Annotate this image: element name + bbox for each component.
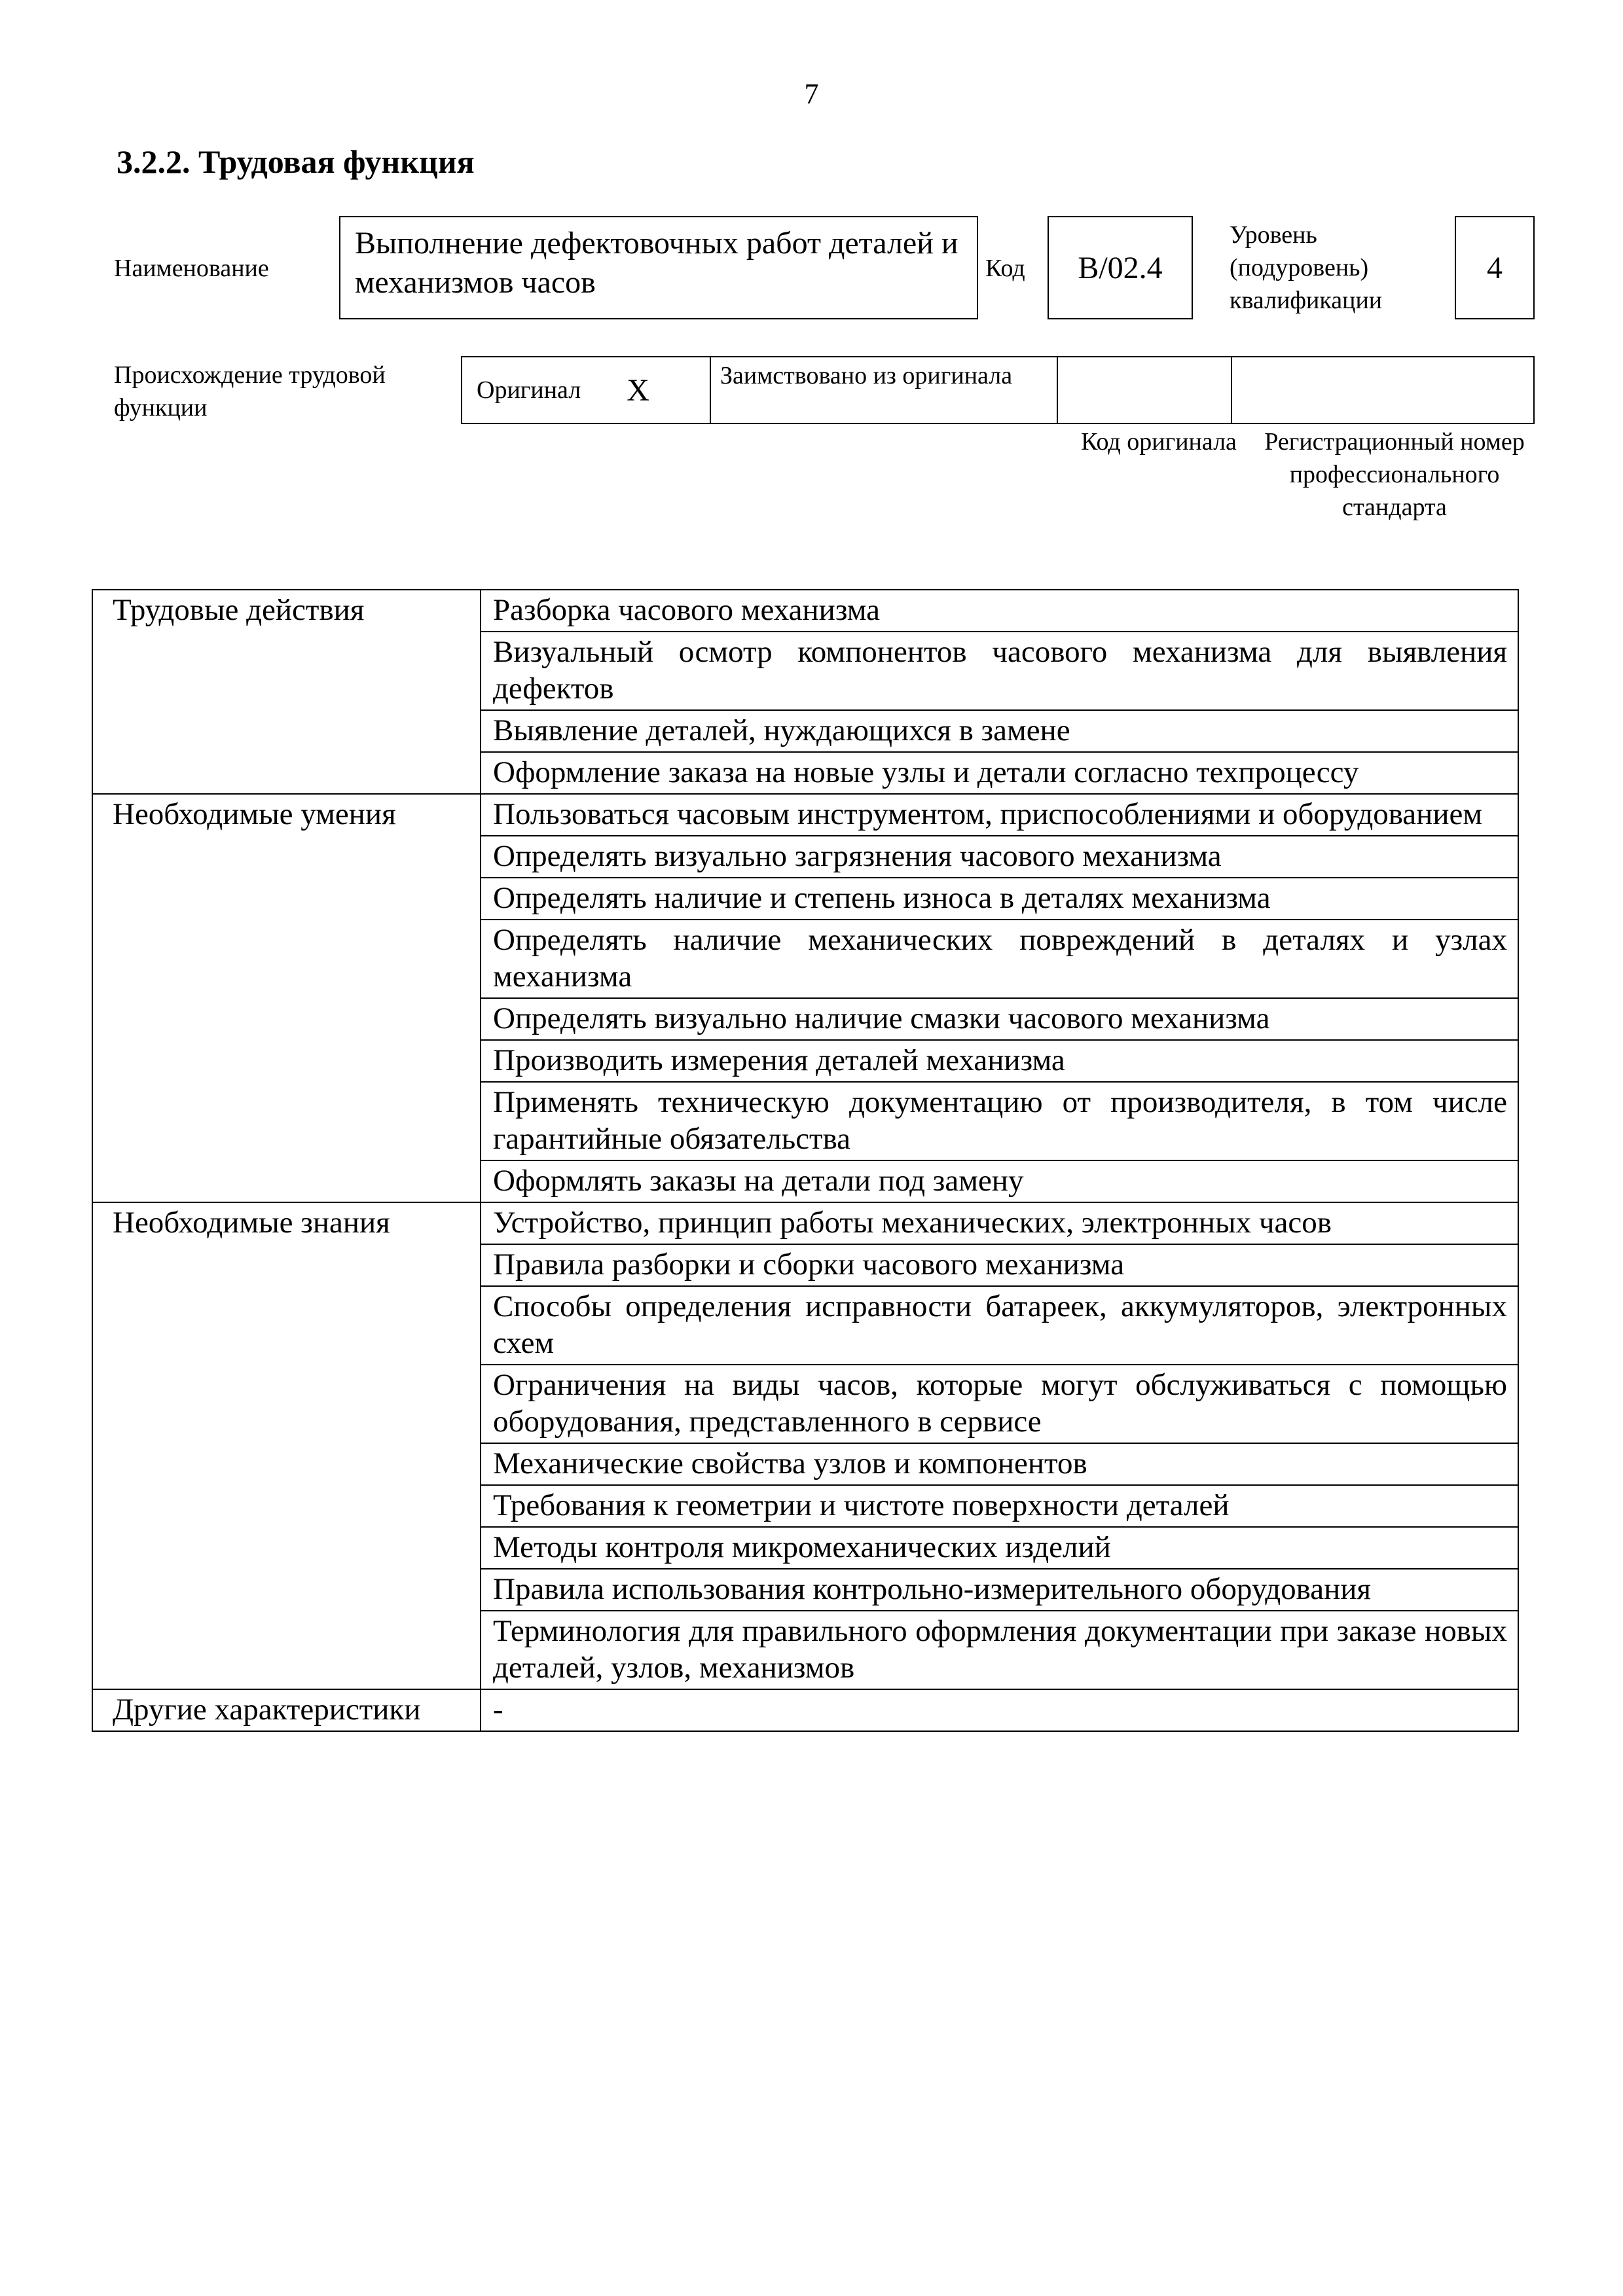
origin-original-cell [462,357,711,423]
category-cell: Необходимые знания [92,1202,481,1689]
item-cell: Применять техническую документацию от производителя, в том числе гарантийные обязательства [481,1082,1518,1160]
item-cell: Требования к геометрии и чистоте поверхности деталей [481,1485,1518,1527]
category-cell: Необходимые умения [92,794,481,1202]
item-cell: Оформлять заказы на детали под замену [481,1160,1518,1202]
item-cell: Правила использования контрольно-измерительного оборудования [481,1569,1518,1611]
item-cell: Определять визуально наличие смазки часового механизма [481,998,1518,1040]
item-cell: Ограничения на виды часов, которые могут обслуживаться с помощью оборудования, представленного в сервисе [481,1365,1518,1443]
item-cell: Оформление заказа на новые узлы и детали согласно техпроцессу [481,752,1518,794]
section-title: 3.2.2. Трудовая функция [117,143,475,180]
category-cell: Трудовые действия [92,590,481,794]
origin-grid [461,356,1535,424]
function-code-field: B/02.4 [1048,216,1193,319]
item-cell: Выявление деталей, нуждающихся в замене [481,710,1518,752]
table-row [92,1689,1518,1731]
item-cell: Определять визуально загрязнения часового механизма [481,836,1518,878]
item-cell: Определять наличие механических повреждений в деталях и узлах механизма [481,920,1518,998]
function-name-field: Выполнение дефектовочных работ деталей и механизмов часов [339,216,978,319]
item-cell: Правила разборки и сборки часового механизма [481,1244,1518,1286]
category-cell: Другие характеристики [92,1689,481,1731]
item-cell: Устройство, принцип работы механических, электронных часов [481,1202,1518,1244]
original-label: Оригинал [477,376,581,404]
name-label: Наименование [114,255,269,282]
table-row [92,794,1518,836]
original-mark: X [627,372,649,408]
level-label: Уровень (подуровень) квалификации [1230,221,1383,314]
table-row [92,590,1518,632]
item-cell: Визуальный осмотр компонентов часового механизма для выявления дефектов [481,632,1518,710]
code-label: Код [985,255,1025,282]
item-cell: Терминология для правильного оформления документации при заказе новых деталей, узлов, механизмов [481,1611,1518,1689]
original-code-cell [1058,357,1232,423]
qualification-level-field: 4 [1455,216,1535,319]
item-cell: Разборка часового механизма [481,590,1518,632]
item-cell: - [481,1689,1518,1731]
item-cell: Производить измерения деталей механизма [481,1040,1518,1082]
item-cell: Способы определения исправности батареек, аккумуляторов, электронных схем [481,1286,1518,1365]
reg-number-cell [1232,357,1533,423]
page-number: 7 [804,78,819,110]
table-row [92,1202,1518,1244]
origin-label: Происхождение трудовой функции [114,361,386,422]
item-cell: Пользоваться часовым инструментом, приспособлениями и оборудованием [481,794,1518,836]
code-original-label: Код оригинала [1081,428,1237,456]
borrowed-label: Заимствовано из оригинала [711,357,1058,423]
item-cell: Методы контроля микромеханических изделий [481,1527,1518,1569]
reg-number-label: Регистрационный номер профессионального стандарта [1264,428,1525,521]
competency-table [92,589,1519,1732]
item-cell: Определять наличие и степень износа в деталях механизма [481,878,1518,920]
item-cell: Механические свойства узлов и компонентов [481,1443,1518,1485]
